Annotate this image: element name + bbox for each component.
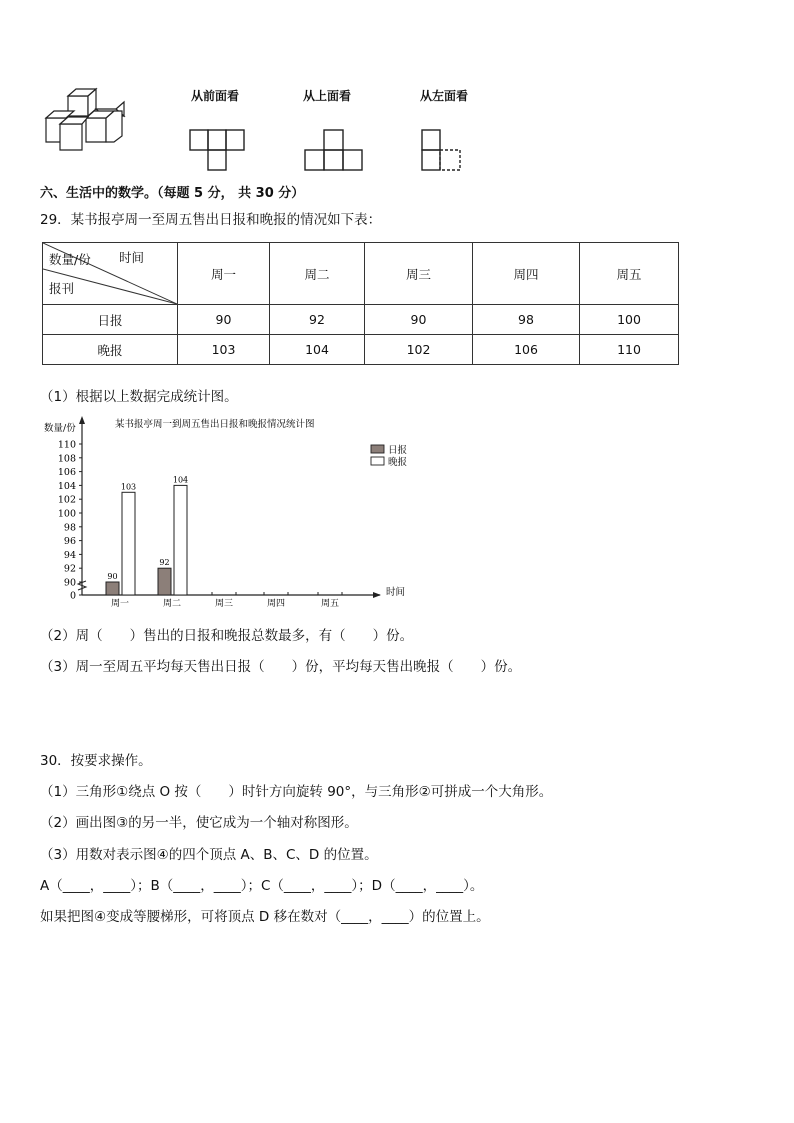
table-cell: 110 xyxy=(580,335,679,365)
table-header-cell: 周一 xyxy=(178,243,270,305)
y-tick-label: 100 xyxy=(57,508,76,520)
table-corner-cell xyxy=(43,243,178,305)
legend-label: 日报 xyxy=(388,445,408,456)
y-tick-label: 108 xyxy=(57,453,76,465)
y-tick-label: 106 xyxy=(57,467,76,479)
y-tick-label: 0 xyxy=(69,590,76,602)
q30-part2: （2）画出图③的另一半，使它成为一个轴对称图形。 xyxy=(40,815,358,831)
table-cell: 106 xyxy=(473,335,580,365)
bar-value-label: 103 xyxy=(120,482,137,492)
corner-paper-label: 报刊 xyxy=(49,281,75,296)
q30-part3: （3）用数对表示图④的四个顶点 A、B、C、D 的位置。 xyxy=(40,847,378,863)
y-tick-label: 92 xyxy=(63,563,76,575)
bar-value-label: 104 xyxy=(172,475,189,485)
table-header-cell: 周五 xyxy=(580,243,679,305)
left-view-figure xyxy=(420,128,464,174)
bar-daily xyxy=(106,582,119,595)
y-tick-label: 98 xyxy=(63,522,76,534)
front-view-figure xyxy=(188,128,248,174)
q30-coords-line: A（____，____）；B（____，____）；C（____，____）；D（____，____）。 xyxy=(40,878,484,894)
q30-stem: 30．按要求操作。 xyxy=(40,753,152,769)
y-tick-label: 96 xyxy=(63,536,76,548)
y-tick-label: 104 xyxy=(57,480,76,492)
bar-daily xyxy=(158,568,171,595)
table-cell: 90 xyxy=(178,305,270,335)
sales-table xyxy=(42,242,679,365)
x-axis-arrow xyxy=(373,592,381,598)
legend xyxy=(371,444,408,468)
y-tick-label: 90 xyxy=(63,577,76,589)
y-tick-label: 110 xyxy=(57,439,76,451)
q30-last-line: 如果把图④变成等腰梯形，可将顶点 D 移在数对（____，____）的位置上。 xyxy=(40,909,490,925)
x-tick-label: 周一 xyxy=(110,599,130,609)
x-tick-label: 周四 xyxy=(266,599,286,609)
bar-evening xyxy=(122,492,135,595)
legend-swatch xyxy=(371,457,384,465)
table-cell: 102 xyxy=(365,335,473,365)
section-6-title: 六、生活中的数学。（每题 5 分， 共 30 分） xyxy=(40,186,305,201)
bar-evening xyxy=(174,485,187,595)
table-header-cell: 周二 xyxy=(270,243,365,305)
y-tick-label: 94 xyxy=(63,549,76,561)
row-label: 晚报 xyxy=(43,335,178,365)
q29-part3: （3）周一至周五平均每天售出日报（ ）份，平均每天售出晚报（ ）份。 xyxy=(40,659,522,675)
table-row xyxy=(43,305,679,335)
x-tick-label: 周五 xyxy=(320,599,340,609)
table-cell: 104 xyxy=(270,335,365,365)
bar-value-label: 92 xyxy=(159,558,170,568)
q30-part1: （1）三角形①绕点 O 按（ ）时针方向旋转 90°，与三角形②可拼成一个大角形。 xyxy=(40,784,553,800)
cube-stack-figure xyxy=(40,84,130,154)
q29-part1: （1）根据以上数据完成统计图。 xyxy=(40,389,238,405)
corner-quantity-label: 数量/份 xyxy=(49,252,91,267)
x-tick-label: 周二 xyxy=(162,599,182,609)
x-tick-label: 周三 xyxy=(214,599,234,609)
legend-label: 晚报 xyxy=(388,457,408,468)
table-header-cell: 周四 xyxy=(473,243,580,305)
q29-stem: 29．某书报亭周一至周五售出日报和晚报的情况如下表： xyxy=(40,212,382,228)
table-cell: 98 xyxy=(473,305,580,335)
table-cell: 103 xyxy=(178,335,270,365)
front-view-label: 从前面看 xyxy=(191,89,240,103)
bars xyxy=(106,475,188,595)
x-axis-label: 时间 xyxy=(386,587,406,598)
bar-value-label: 90 xyxy=(107,572,118,581)
legend-swatch xyxy=(371,445,384,453)
chart-title: 某书报亭周一到周五售出日报和晚报情况统计图 xyxy=(115,419,315,430)
table-header-cell: 周三 xyxy=(365,243,473,305)
corner-time-label: 时间 xyxy=(119,250,145,265)
y-ticks xyxy=(58,440,82,602)
y-axis-arrow xyxy=(79,416,85,424)
bar-chart xyxy=(38,412,428,612)
row-label: 日报 xyxy=(43,305,178,335)
table-cell: 100 xyxy=(580,305,679,335)
top-view-figure xyxy=(303,128,365,174)
q29-part2: （2）周（ ）售出的日报和晚报总数最多，有（ ）份。 xyxy=(40,628,414,644)
y-tick-label: 102 xyxy=(57,494,76,506)
table-row xyxy=(43,335,679,365)
y-axis-label: 数量/份 xyxy=(44,423,76,434)
left-view-label: 从左面看 xyxy=(420,89,469,103)
top-view-label: 从上面看 xyxy=(303,89,352,103)
table-cell: 90 xyxy=(365,305,473,335)
table-cell: 92 xyxy=(270,305,365,335)
